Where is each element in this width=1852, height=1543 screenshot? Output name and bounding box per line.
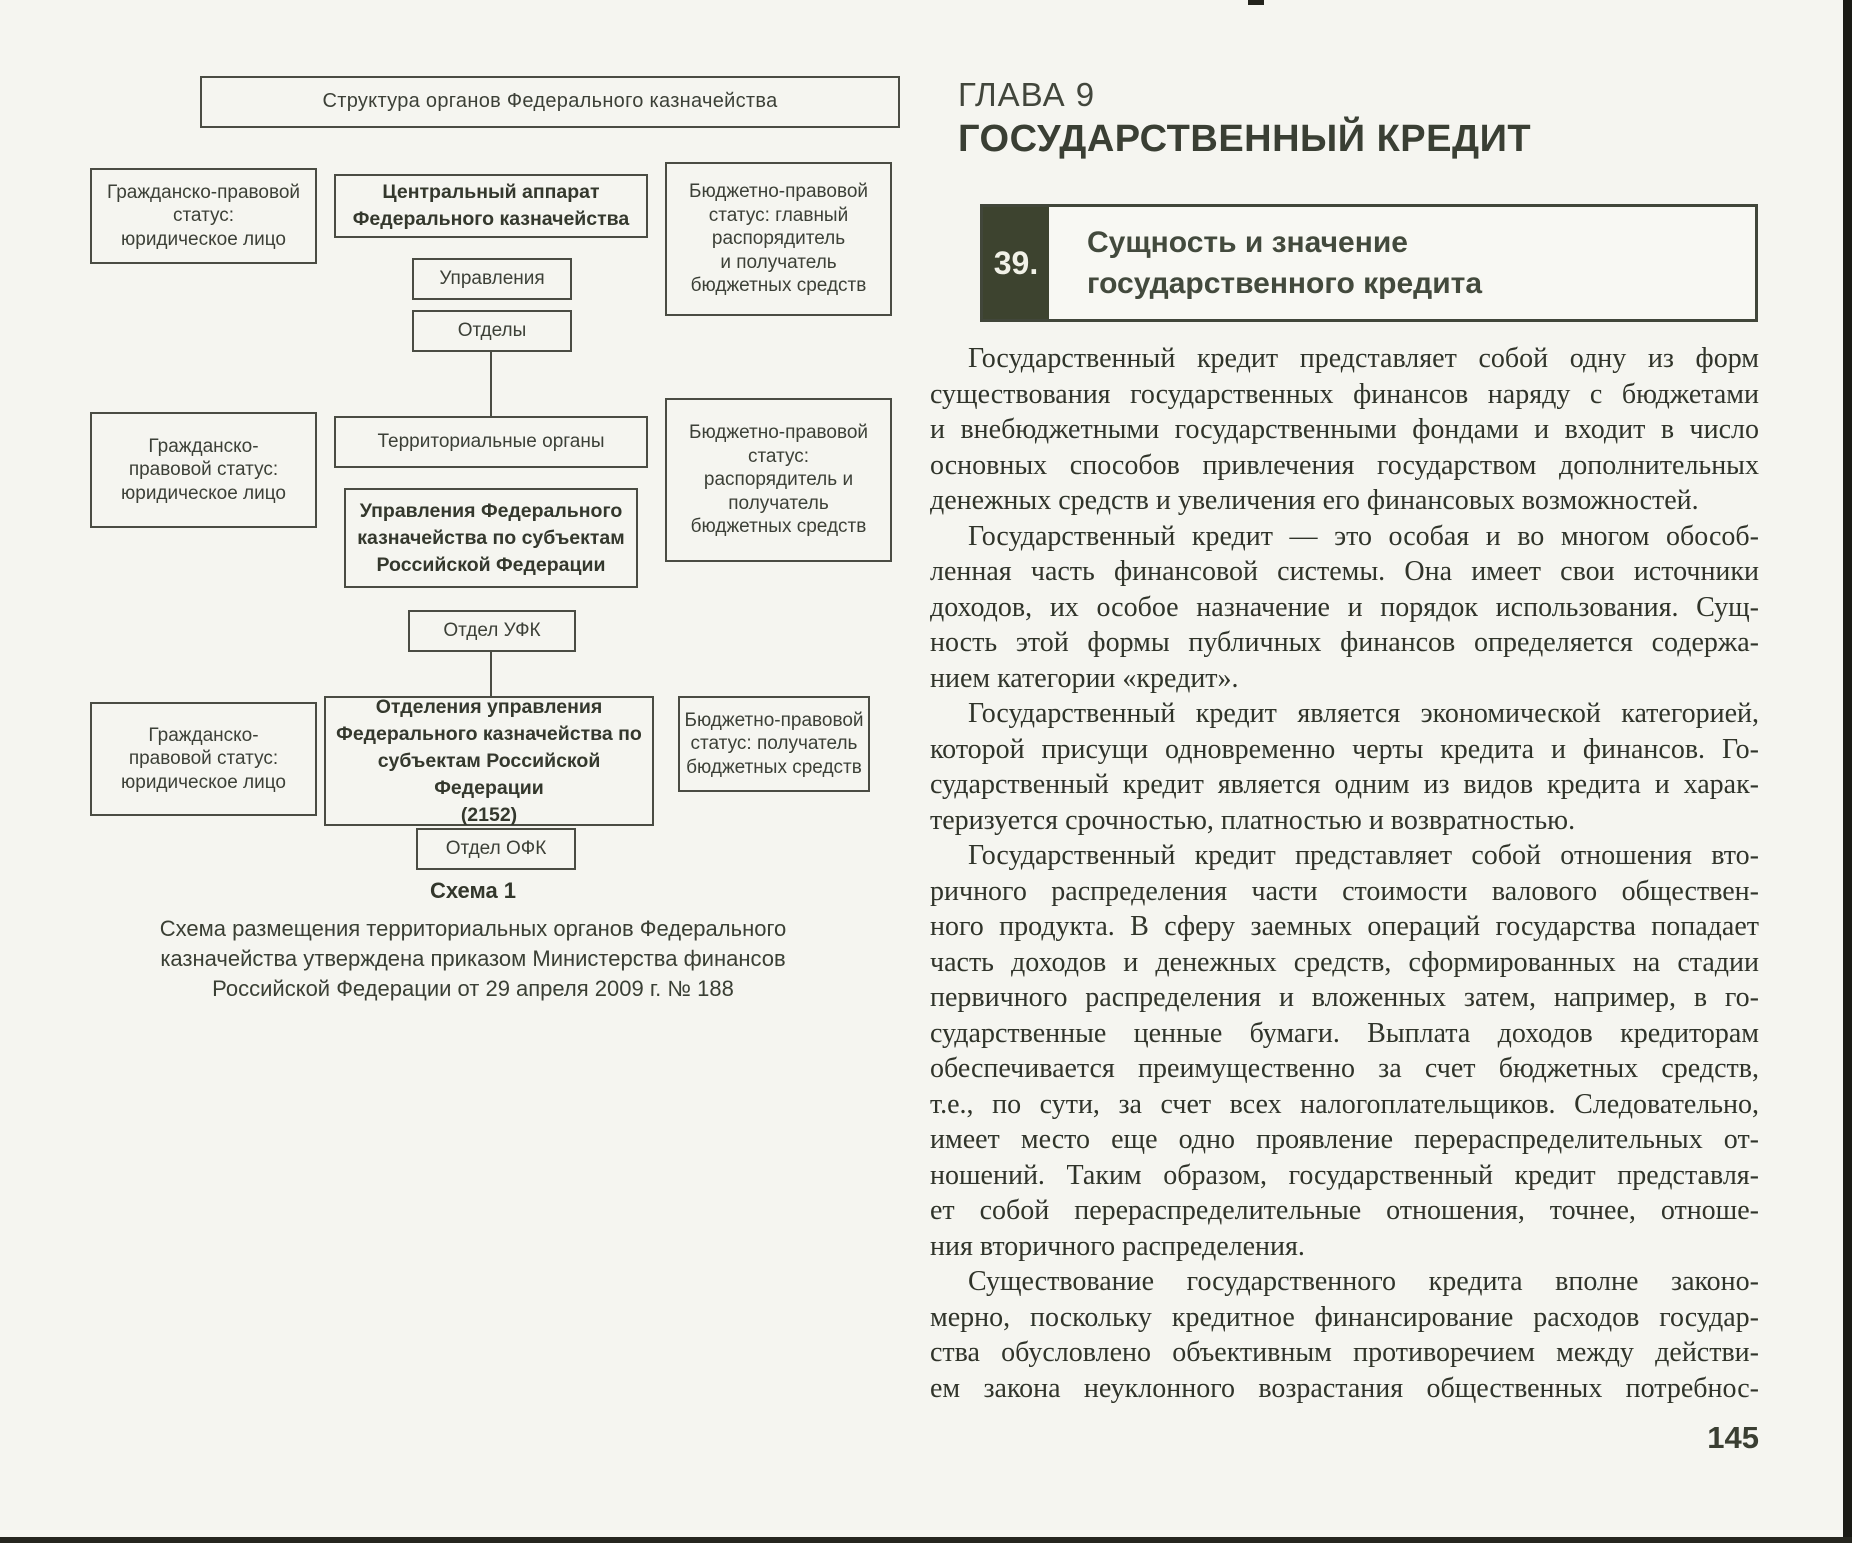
body-text-line: ния вторичного распределения.	[930, 1230, 1305, 1262]
node-line: юридическое лицо	[121, 228, 286, 250]
node-otdely: Отделы	[412, 310, 572, 352]
node-line: и получатель	[720, 251, 837, 273]
node-ufk-subjects	[344, 488, 638, 588]
node-line: Гражданско-	[148, 724, 259, 746]
node-otdel-ofk: Отдел ОФК	[416, 828, 576, 870]
chapter-label: ГЛАВА 9	[958, 76, 1096, 113]
node-line: юридическое лицо	[121, 771, 286, 793]
body-text-line: нием категории «кредит».	[930, 662, 1239, 694]
node-line: юридическое лицо	[121, 482, 286, 504]
node-civil-status-2	[90, 412, 317, 528]
node-line: (2152)	[460, 803, 518, 826]
body-text-line: ет собой перераспределительные отношения, точнее, отноше-	[930, 1195, 1759, 1226]
diagram-caption	[103, 876, 843, 1004]
section-title	[1049, 207, 1755, 319]
body-text-line: первичного распределения и вложенных затем, например, в го-	[930, 982, 1759, 1013]
caption-line: Схема размещения территориальных органов Федерального	[159, 916, 787, 941]
body-text-line: мерно, поскольку кредитное финансирование расходов государ-	[930, 1301, 1759, 1333]
node-line: Отделения управления	[375, 695, 603, 718]
node-otdel-ufk: Отдел УФК	[408, 610, 576, 652]
body-text-line: ность этой формы публичных финансов определяется содержа-	[930, 627, 1759, 658]
node-line: бюджетных средств	[690, 275, 867, 297]
body-text-line: т.е., по сути, за счет всех налогоплательщиков. Следовательно,	[930, 1088, 1759, 1120]
body-text-line: Государственный кредит представляет собой одну из форм	[968, 343, 1759, 374]
caption-line: Российской Федерации от 29 апреля 2009 г. № 188	[212, 976, 734, 1001]
node-line: статус:	[747, 445, 810, 467]
section-title-line: Сущность и значение	[1087, 226, 1408, 259]
caption-line: казначейства утверждена приказом Министерства финансов	[160, 946, 786, 971]
body-text-line: сударственные ценные бумаги. Выплата доходов кредиторам	[930, 1017, 1759, 1049]
body-text-line: ного продукта. В сферу заемных операций государства попадает	[930, 911, 1759, 942]
node-line: казначейства по субъектам	[357, 526, 625, 549]
body-text-line: обеспечивается преимущественно за счет бюджетных средств,	[930, 1053, 1759, 1084]
node-otdeleniya-ufk	[324, 696, 654, 826]
node-line: Бюджетно-правовой	[688, 181, 869, 203]
node-line: статус:	[172, 205, 235, 227]
node-budget-status-3	[678, 696, 870, 792]
chapter-title: ГОСУДАРСТВЕННЫЙ КРЕДИТ	[958, 118, 1532, 160]
section-title-line: государственного кредита	[1087, 267, 1483, 300]
node-line: Центральный аппарат	[382, 181, 600, 203]
section-number: 39.	[983, 207, 1049, 319]
scan-edge-right	[1843, 0, 1852, 1543]
node-line: правовой статус:	[128, 748, 279, 770]
node-line: Федерального казначейства по	[336, 722, 642, 745]
body-text	[930, 341, 1759, 1406]
body-text-line: Государственный кредит является экономической категорией,	[968, 698, 1759, 729]
node-line: Бюджетно-правовой	[688, 422, 869, 444]
body-text-line: и внебюджетными государственными фондами и входит в число	[930, 414, 1759, 445]
node-civil-status-1	[90, 168, 317, 264]
node-line: Управления Федерального	[359, 499, 623, 522]
body-text-line: ем закона неуклонного возрастания общественных потребнос-	[930, 1372, 1759, 1404]
node-territorial-organs: Территориальные органы	[334, 416, 648, 468]
body-text-line: Государственный кредит — это особая и во многом обособ-	[968, 520, 1759, 552]
body-text-line: основных способов привлечения государством дополнительных	[930, 449, 1759, 481]
body-text-line: доходов, их особое назначение и порядок использования. Сущ-	[930, 591, 1759, 623]
node-line: Бюджетно-правовой	[684, 709, 864, 731]
body-text-line: часть доходов и денежных средств, сформированных на стадии	[930, 946, 1759, 978]
node-budget-status-1	[665, 162, 892, 316]
node-line: Федерального казначейства	[352, 208, 630, 230]
node-line: бюджетных средств	[686, 756, 862, 778]
body-text-line: которой присущи одновременно черты кредита и финансов. Го-	[930, 733, 1759, 765]
node-line: бюджетных средств	[690, 516, 867, 538]
body-text-line: денежных средств и увеличения его финансовых возможностей.	[930, 485, 1699, 516]
node-structure-title: Структура органов Федерального казначейства	[200, 76, 900, 128]
body-text-line: ричного распределения части стоимости валового обществен-	[930, 875, 1759, 907]
node-line: правовой статус:	[128, 459, 279, 481]
node-line: Гражданско-	[148, 435, 259, 457]
node-line: субъектам Российской Федерации	[377, 749, 601, 799]
node-line: распорядитель и	[703, 469, 854, 491]
body-text-line: Государственный кредит представляет собой отношения вто-	[968, 840, 1759, 871]
caption-title: Схема 1	[429, 878, 517, 903]
node-central-apparatus	[334, 174, 648, 238]
node-budget-status-2	[665, 398, 892, 562]
body-text-line: имеет место еще одно проявление перераспределительных от-	[930, 1124, 1759, 1155]
body-text-line: теризуется срочностью, платностью и возвратностью.	[930, 804, 1576, 836]
node-line: статус: получатель	[690, 733, 858, 755]
scan-edge-bottom	[0, 1537, 1852, 1543]
node-line: получатель	[728, 492, 829, 514]
body-text-line: сударственный кредит является одним из видов кредита и харак-	[930, 769, 1759, 800]
body-text-line: ношений. Таким образом, государственный кредит представля-	[930, 1159, 1759, 1191]
section-header	[980, 204, 1758, 322]
connector-ufk-otdeleniya	[490, 652, 492, 696]
connector-otdely-territorial	[490, 352, 492, 416]
body-text-line: ленная часть финансовой системы. Она имеет свои источники	[930, 556, 1759, 587]
node-line: Российской Федерации	[376, 553, 606, 576]
node-line: Гражданско-правовой	[106, 181, 301, 203]
body-text-line: Существование государственного кредита вполне законо-	[968, 1266, 1759, 1297]
page-number: 145	[1707, 1420, 1759, 1455]
scan-mark-top	[1248, 0, 1264, 5]
node-line: распорядитель	[711, 228, 846, 250]
node-upravleniya: Управления	[412, 258, 572, 300]
node-line: статус: главный	[708, 204, 849, 226]
node-civil-status-3	[90, 702, 317, 816]
body-text-line: ства обусловлено объективным противоречием между действи-	[930, 1337, 1759, 1368]
body-text-line: существования государственных финансов наряду с бюджетами	[930, 378, 1759, 410]
